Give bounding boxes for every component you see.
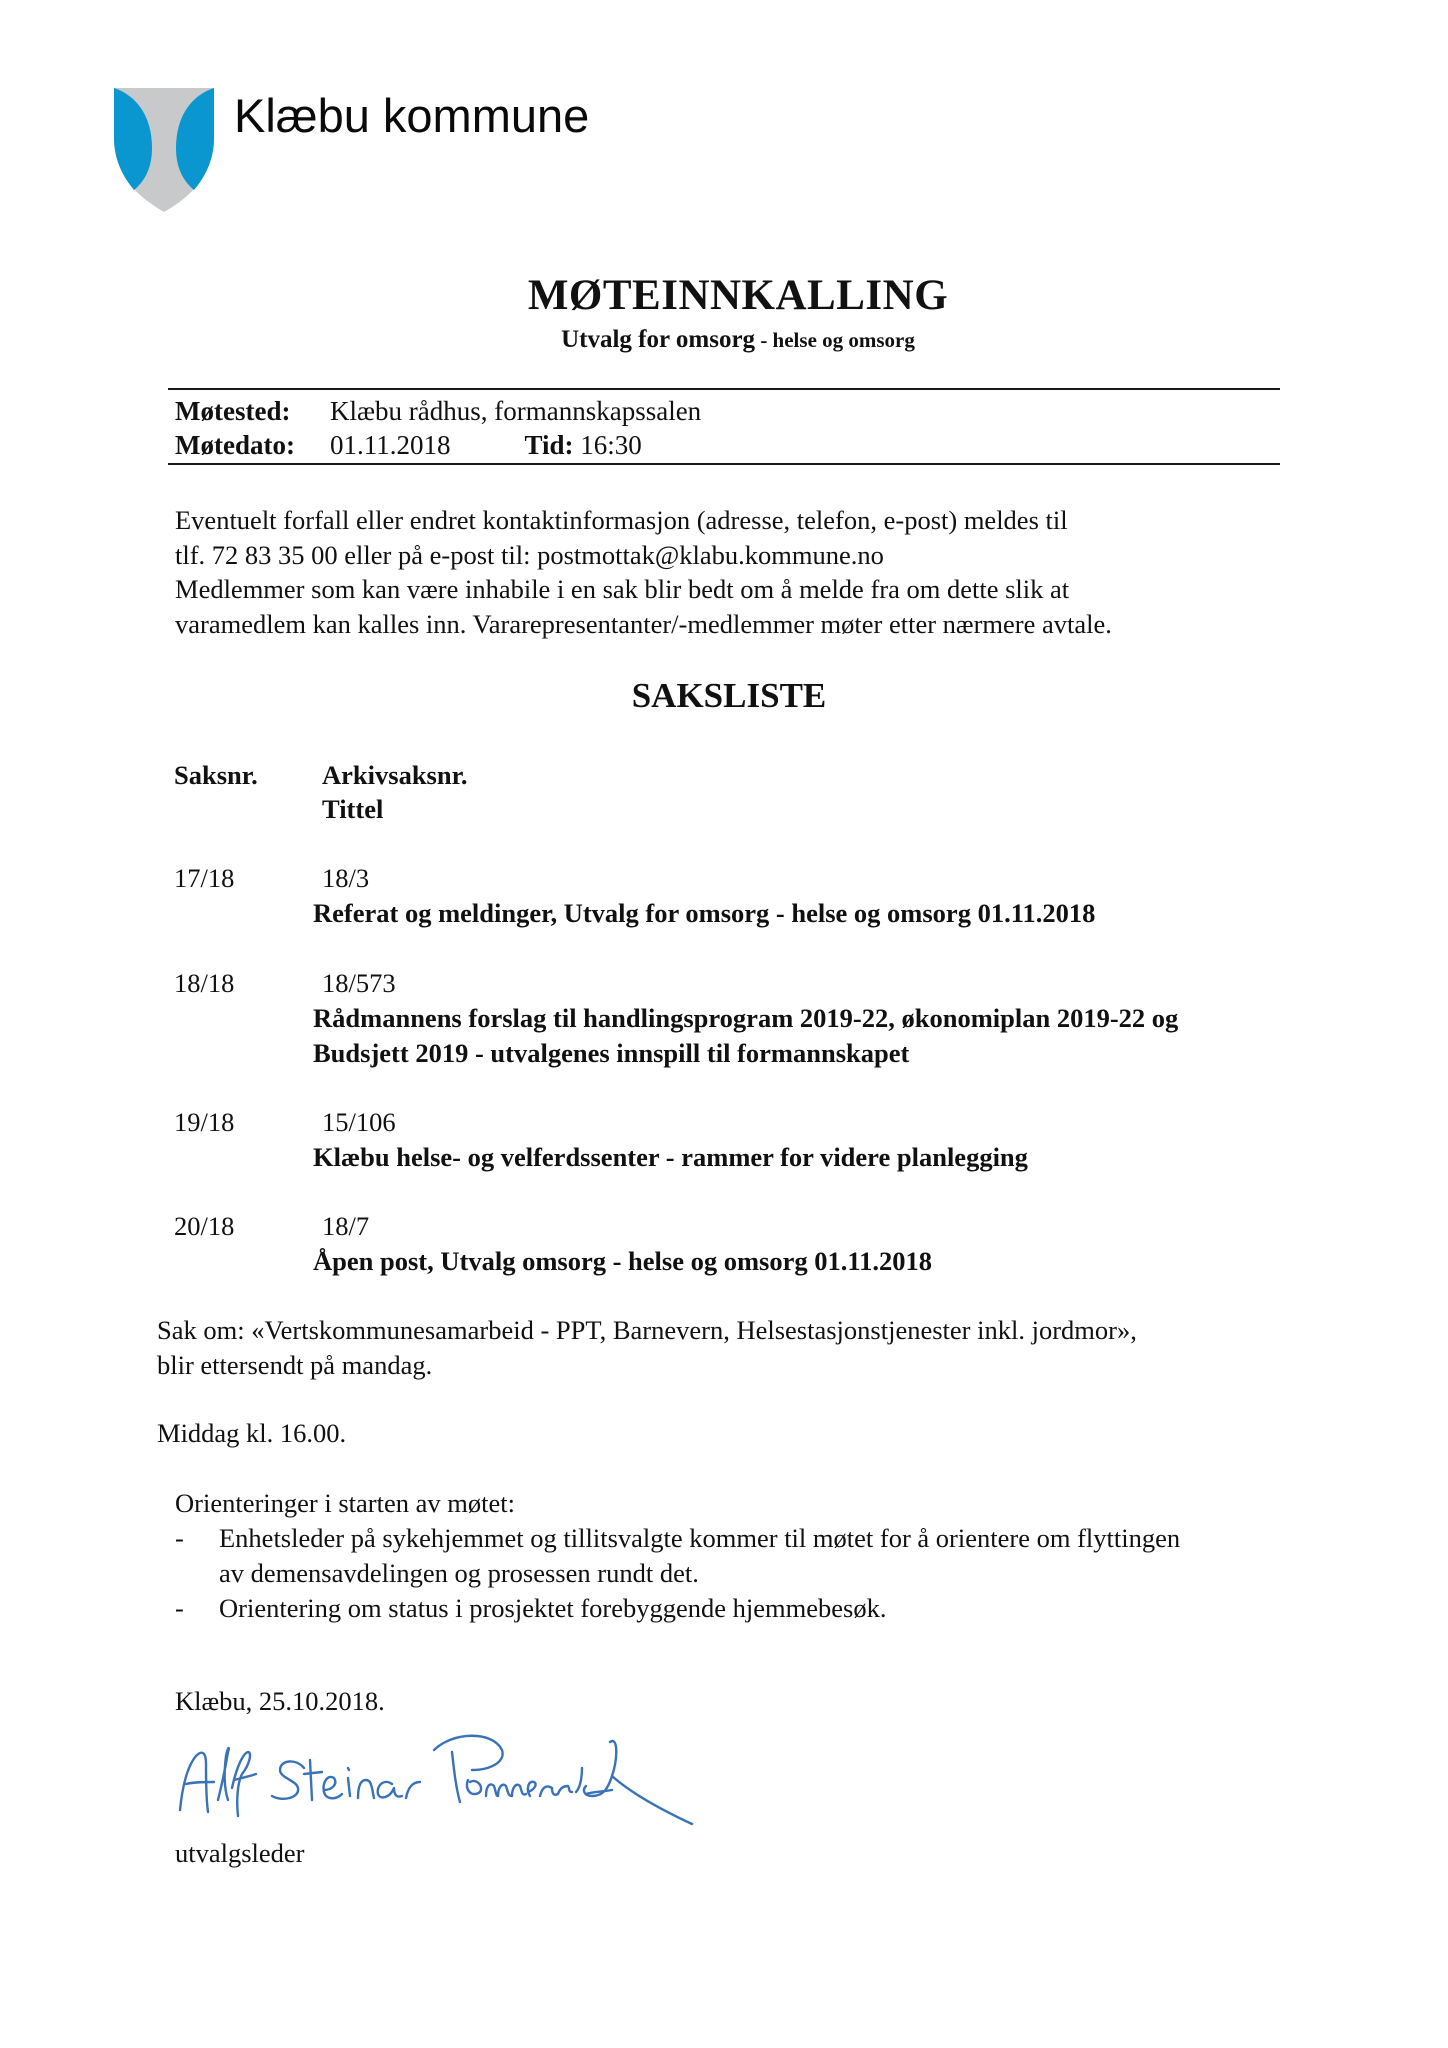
- agenda-archive-no: 18/3: [322, 863, 370, 893]
- agenda-title: SAKSLISTE: [631, 676, 827, 715]
- place-and-date: Klæbu, 25.10.2018.: [175, 1686, 385, 1716]
- meeting-place-value: Klæbu rådhus, formannskapssalen: [330, 396, 702, 426]
- bullet-dash: -: [175, 1523, 184, 1553]
- column-header-title: Tittel: [322, 794, 384, 824]
- meeting-place-label: Møtested:: [175, 396, 291, 426]
- document-subtitle: [0, 325, 1448, 355]
- column-header-case-no: Saksnr.: [174, 760, 258, 790]
- orientations-heading: Orienteringer i starten av møtet:: [175, 1488, 515, 1518]
- bullet-dash: -: [175, 1593, 184, 1623]
- agenda-item-title: Klæbu helse- og velferdssenter - rammer for videre planlegging: [313, 1142, 1028, 1172]
- agenda-archive-no: 18/7: [322, 1211, 370, 1241]
- intro-line: Medlemmer som kan være inhabile i en sak blir bedt om å melde fra om dette slik at: [175, 574, 1070, 604]
- agenda-item-title: Referat og meldinger, Utvalg for omsorg - helse og omsorg 01.11.2018: [313, 898, 1096, 928]
- meeting-time-value: 16:30: [580, 430, 642, 460]
- meeting-time-label: Tid:: [524, 430, 574, 460]
- column-header-archive-no: Arkivsaksnr.: [322, 760, 468, 790]
- meeting-date-label: Møtedato:: [175, 430, 295, 460]
- document-title-text: MØTEINNKALLING: [527, 272, 949, 319]
- agenda-case-no: 20/18: [174, 1211, 235, 1241]
- divider-top: [168, 388, 1280, 390]
- dinner-note: Middag kl. 16.00.: [157, 1418, 347, 1448]
- organization-name: Klæbu kommune: [234, 89, 590, 142]
- agenda-case-no: 18/18: [174, 968, 235, 998]
- committee-suffix: - helse og omsorg: [755, 328, 915, 352]
- intro-line: tlf. 72 83 35 00 eller på e-post til: postmottak@klabu.kommune.no: [175, 539, 884, 570]
- agenda-case-no: 17/18: [174, 863, 235, 893]
- agenda-case-no: 19/18: [174, 1107, 235, 1137]
- agenda-item-title: Åpen post, Utvalg omsorg - helse og omsorg 01.11.2018: [313, 1246, 933, 1276]
- agenda-item-title: Rådmannens forslag til handlingsprogram 2019-22, økonomiplan 2019-22 og Budsjett 2019 - utvalgenes innspill til formannskapet: [313, 1003, 1179, 1068]
- intro-line: Eventuelt forfall eller endret kontaktinformasjon (adresse, telefon, e-post) meldes til: [175, 505, 1068, 535]
- meeting-date-value: 01.11.2018: [330, 430, 451, 460]
- coat-of-arms-shield-icon: [112, 86, 216, 214]
- meeting-date-row: [175, 428, 642, 462]
- divider-bottom: [168, 463, 1280, 465]
- meeting-place-row: [175, 394, 701, 428]
- intro-line: varamedlem kan kalles inn. Vararepresentanter/-medlemmer møter etter nærmere avtale.: [175, 608, 1112, 639]
- committee-name: Utvalg for omsorg: [561, 326, 756, 353]
- late-case-note: Sak om: «Vertskommunesamarbeid - PPT, Barnevern, Helsestasjonstjenester inkl. jordmor», blir ettersendt på mandag.: [157, 1315, 1137, 1380]
- signer-role: utvalgsleder: [175, 1838, 305, 1868]
- handwritten-signature-icon: [172, 1712, 732, 1832]
- agenda-archive-no: 15/106: [322, 1107, 396, 1137]
- agenda-archive-no: 18/573: [322, 968, 396, 998]
- intro-paragraph: [175, 503, 1112, 641]
- document-title: [0, 270, 1448, 322]
